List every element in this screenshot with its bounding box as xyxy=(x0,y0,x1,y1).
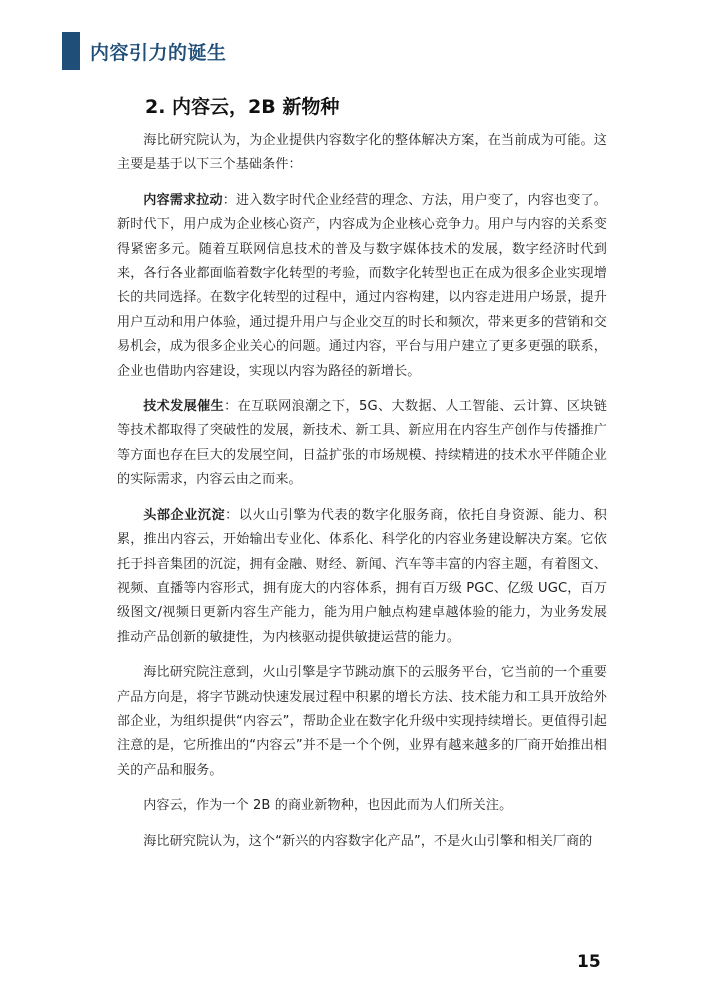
paragraph-lead: 内容需求拉动 xyxy=(143,192,223,208)
paragraph-text: 内容云，作为一个 2B 的商业新物种，也因此而为人们所关注。 xyxy=(143,798,513,814)
chapter-title: 内容引力的诞生 xyxy=(90,42,227,64)
paragraph-closing xyxy=(117,830,607,854)
paragraph-text: 海比研究院注意到，火山引擎是字节跳动旗下的云服务平台，它当前的一个重要产品方向是，将字节跳动快速发展过程中积累的增长方法、技术能力和工具开放给外部企业，为组织提供“内容云”，帮助企业在数字化升级中实现持续增长。更值得引起注意的是，它所推出的“内容云”并不是一个个例，业界有越来越多的厂商开始推出相关的产品和服务。 xyxy=(117,665,607,778)
paragraph-intro xyxy=(117,129,607,178)
paragraph-tech-development xyxy=(117,395,607,493)
paragraph-lead: 头部企业沉淀 xyxy=(143,507,226,523)
paragraph-text: ：以火山引擎为代表的数字化服务商，依托自身资源、能力、积累，推出内容云，开始输出专业化、体系化、科学化的内容业务建设解决方案。它依托于抖音集团的沉淀，拥有金融、财经、新闻、汽车等丰富的内容主题，有着图文、视频、直播等内容形式，拥有庞大的内容体系，拥有百万级 PGC、亿级 UGC，百万级图文/视频日更新内容生产能力，能为用户触点构建卓越体验的能力，为业务发展推动产品创新的敏捷性，为内核驱动提供敏捷运营的能力。 xyxy=(117,507,607,645)
page-number: 15 xyxy=(577,952,601,972)
paragraph-volcengine xyxy=(117,661,607,783)
paragraph-text: 海比研究院认为，这个“新兴的内容数字化产品”，不是火山引擎和相关厂商的 xyxy=(143,833,593,849)
paragraph-lead: 技术发展催生 xyxy=(143,399,225,415)
paragraph-text: ：在互联网浪潮之下，5G、大数据、人工智能、云计算、区块链等技术都取得了突破性的发展，新技术、新工具、新应用在内容生产创作与传播推广等方面也存在巨大的发展空间，日益扩张的市场规模、持续精进的技术水平伴随企业的实际需求，内容云由之而来。 xyxy=(117,399,607,488)
body-text xyxy=(117,129,607,865)
header-accent-bar xyxy=(62,32,80,70)
paragraph-text: 海比研究院认为，为企业提供内容数字化的整体解决方案，在当前成为可能。这主要是基于以下三个基础条件： xyxy=(117,133,607,173)
paragraph-content-demand xyxy=(117,189,607,384)
section-heading: 2. 内容云，2B 新物种 xyxy=(145,96,340,118)
paragraph-new-species xyxy=(117,794,607,818)
paragraph-leading-enterprise xyxy=(117,504,607,650)
paragraph-text: ：进入数字时代企业经营的理念、方法，用户变了，内容也变了。新时代下，用户成为企业核心资产，内容成为企业核心竞争力。用户与内容的关系变得紧密多元。随着互联网信息技术的普及与数字媒体技术的发展，数字经济时代到来，各行各业都面临着数字化转型的考验，而数字化转型也正在成为很多企业实现增长的共同选择。在数字化转型的过程中，通过内容构建，以内容走进用户场景，提升用户互动和用户体验，通过提升用户与企业交互的时长和频次，带来更多的营销和交易机会，成为很多企业关心的问题。通过内容，平台与用户建立了更多更强的联系，企业也借助内容建设，实现以内容为路径的新增长。 xyxy=(117,192,607,379)
